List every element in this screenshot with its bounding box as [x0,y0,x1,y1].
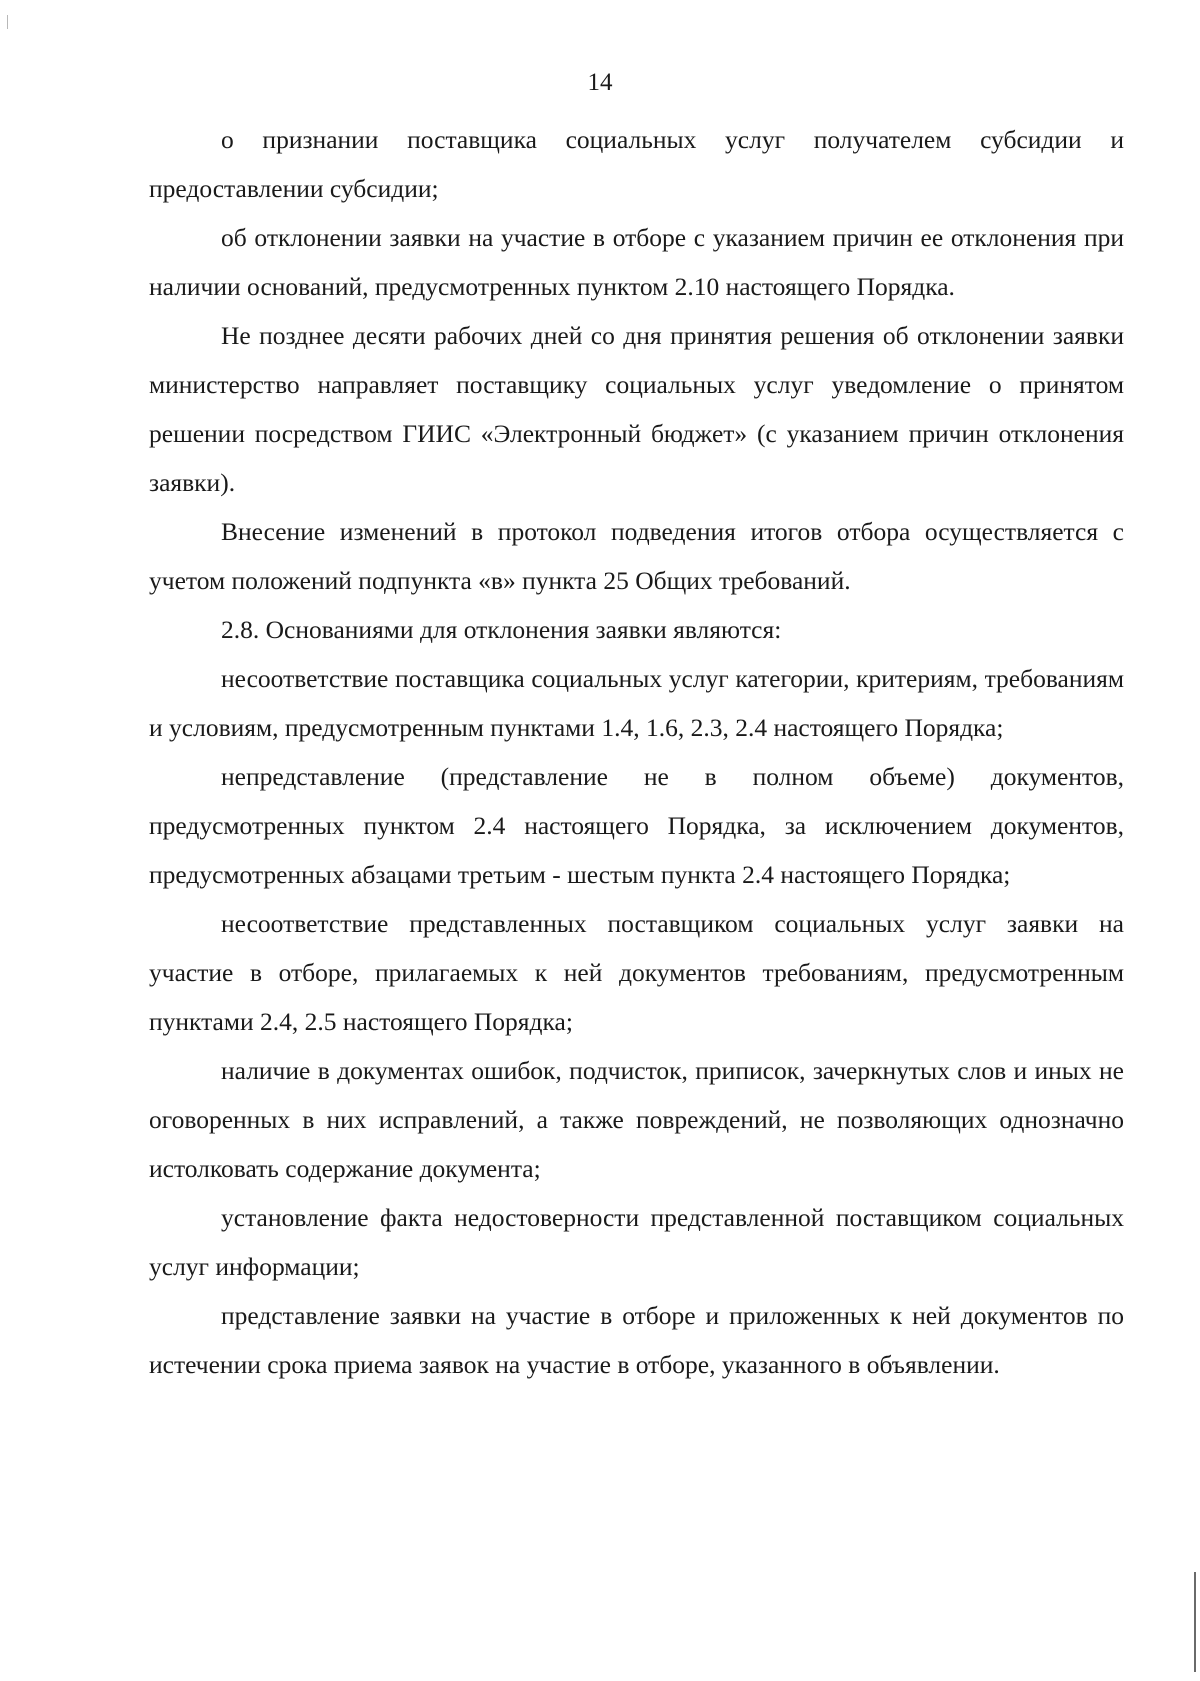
paragraph: Не позднее десяти рабочих дней со дня принятия решения об отклонении заявки министерство направляет поставщику социальных услуг уведомление о принятом решении посредством ГИИС «Электронный бюджет» (с указанием причин отклонения заявки). [149,321,1124,497]
document-body [149,115,1124,1389]
paragraph: установление факта недостоверности представленной поставщиком социальных услуг информации; [149,1203,1124,1281]
scan-edge-mark [7,15,8,29]
scan-edge-line [1194,1572,1196,1672]
paragraph: 2.8. Основаниями для отклонения заявки являются: [221,615,782,644]
paragraph: Внесение изменений в протокол подведения итогов отбора осуществляется с учетом положений подпункта «в» пункта 25 Общих требований. [149,517,1124,595]
paragraph: наличие в документах ошибок, подчисток, приписок, зачеркнутых слов и иных не оговоренных в них исправлений, а также повреждений, не позволяющих однозначно истолковать содержание документа; [149,1056,1124,1183]
paragraph: несоответствие представленных поставщиком социальных услуг заявки на участие в отборе, прилагаемых к ней документов требованиям, предусмотренным пунктами 2.4, 2.5 настоящего Порядка; [149,909,1124,1036]
paragraph: о признании поставщика социальных услуг получателем субсидии и предоставлении субсидии; [149,125,1124,203]
page-number: 14 [587,69,613,96]
paragraph: об отклонении заявки на участие в отборе с указанием причин ее отклонения при наличии оснований, предусмотренных пунктом 2.10 настоящего Порядка. [149,223,1124,301]
paragraph: несоответствие поставщика социальных услуг категории, критериям, требованиям и условиям, предусмотренным пунктами 1.4, 1.6, 2.3, 2.4 настоящего Порядка; [149,664,1124,742]
paragraph: непредставление (представление не в полном объеме) документов, предусмотренных пунктом 2.4 настоящего Порядка, за исключением документов, предусмотренных абзацами третьим - шестым пункта 2.4 настоящего Порядка; [149,762,1124,889]
paragraph: представление заявки на участие в отборе и приложенных к ней документов по истечении срока приема заявок на участие в отборе, указанного в объявлении. [149,1301,1124,1379]
